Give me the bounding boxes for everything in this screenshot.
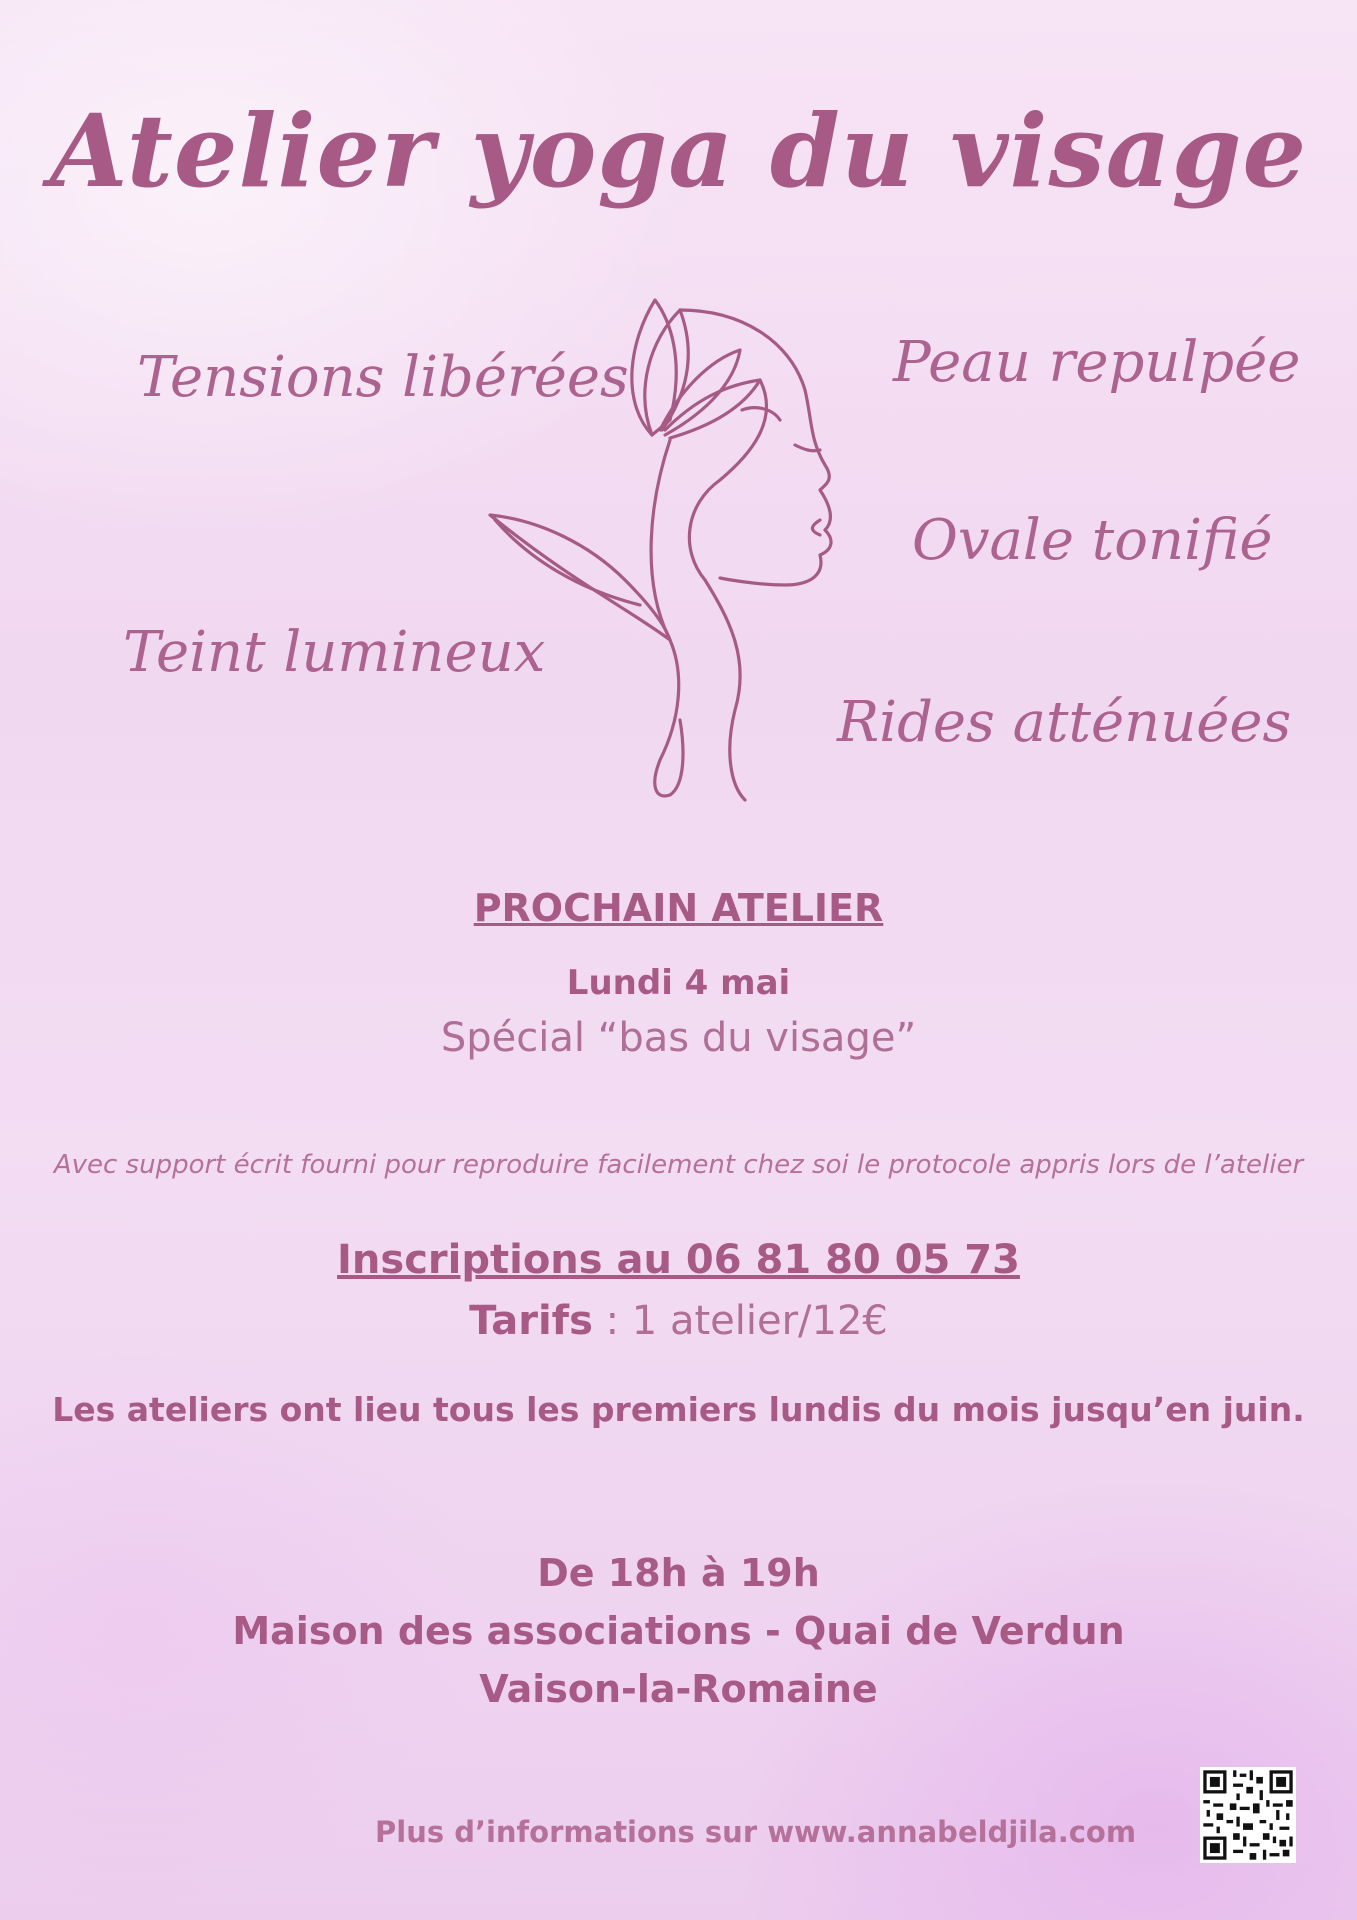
event-location bbox=[0, 1544, 1357, 1718]
benefit-peau: Peau repulpée bbox=[893, 330, 1301, 395]
next-workshop-date: Lundi 4 mai bbox=[566, 963, 791, 1003]
benefit-rides: Rides atténuées bbox=[837, 690, 1292, 755]
event-time: De 18h à 19h bbox=[537, 1551, 820, 1595]
pricing-label: Tarifs bbox=[469, 1298, 593, 1344]
registration-phone: Inscriptions au 06 81 80 05 73 bbox=[337, 1237, 1020, 1283]
schedule-note: Les ateliers ont lieu tous les premiers lundis du mois jusqu’en juin. bbox=[52, 1390, 1305, 1429]
benefit-ovale: Ovale tonifié bbox=[912, 508, 1273, 573]
support-note: Avec support écrit fourni pour reproduire facilement chez soi le protocole appris lors de l’atelier bbox=[53, 1150, 1304, 1180]
pricing bbox=[0, 1298, 1357, 1344]
face-flower-line-art-icon bbox=[480, 280, 880, 810]
benefit-teint: Teint lumineux bbox=[123, 620, 546, 685]
qr-code-icon[interactable] bbox=[1200, 1767, 1296, 1863]
pricing-value: : 1 atelier/12€ bbox=[592, 1298, 888, 1344]
poster-title: Atelier yoga du visage bbox=[49, 92, 1308, 210]
event-venue: Maison des associations - Quai de Verdun bbox=[232, 1609, 1125, 1653]
more-info-link[interactable]: Plus d’informations sur www.annabeldjila.com bbox=[375, 1815, 1137, 1849]
event-city: Vaison-la-Romaine bbox=[479, 1667, 878, 1711]
next-workshop-theme: Spécial “bas du visage” bbox=[440, 1015, 917, 1061]
benefit-tensions: Tensions libérées bbox=[137, 345, 629, 410]
next-workshop-heading: PROCHAIN ATELIER bbox=[473, 886, 884, 930]
